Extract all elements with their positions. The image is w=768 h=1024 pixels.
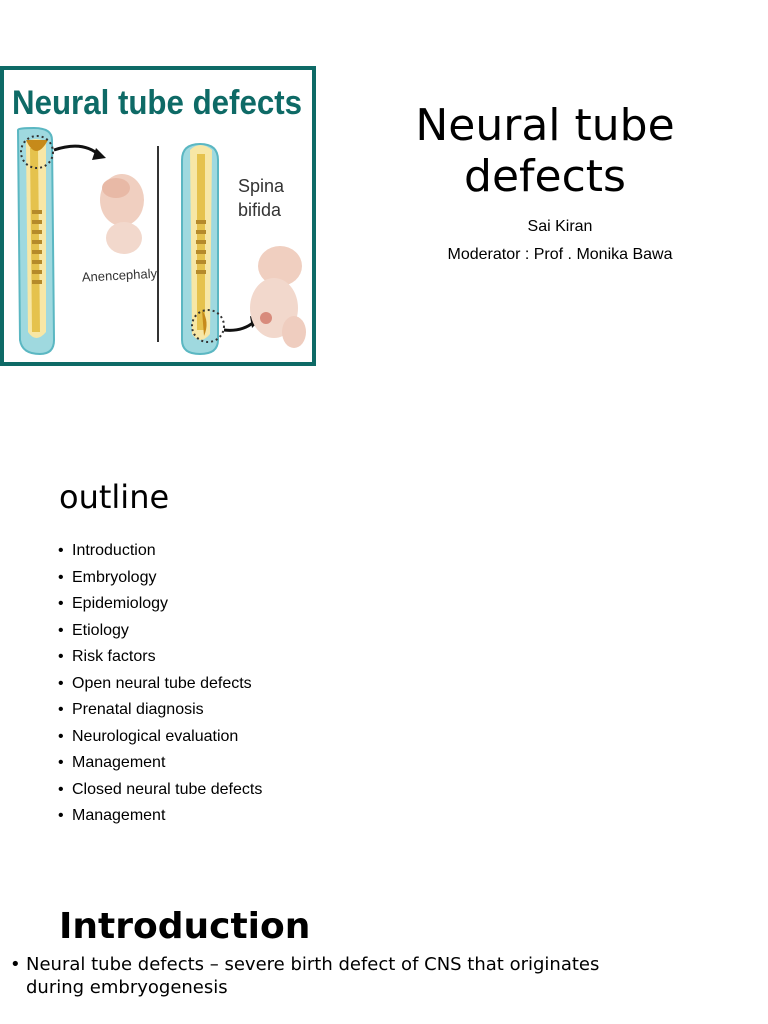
list-item-label: Management (72, 807, 166, 824)
neural-tube-defects-illustration (0, 66, 316, 366)
bullet-icon: • (58, 674, 64, 692)
bullet-icon: • (58, 595, 64, 612)
list-item-label: Prenatal diagnosis (72, 701, 204, 718)
list-item (58, 648, 262, 675)
list-item (58, 728, 262, 755)
anencephaly-neural-tube (18, 128, 106, 354)
title-slide (0, 0, 768, 400)
list-item (58, 569, 262, 596)
spina-label-line2: bifida (238, 200, 282, 220)
list-item-label: Open neural tube defects (72, 674, 252, 692)
list-item-label: Neurological evaluation (72, 727, 239, 745)
list-item (58, 595, 262, 622)
list-item (10, 953, 650, 999)
list-item-label: Neural tube defects – severe birth defect of CNS that originates during embryogenesis (26, 954, 600, 998)
list-item (58, 622, 262, 649)
anencephaly-label: Anencephaly (81, 265, 158, 285)
bullet-icon: • (58, 754, 64, 771)
bullet-icon: • (58, 727, 64, 745)
list-item-label: Embryology (72, 568, 157, 586)
moderator-name: Moderator : Prof . Monika Bawa (447, 246, 673, 263)
list-item (58, 542, 262, 569)
list-item (58, 675, 262, 702)
presentation-title: Neural tube defects (415, 100, 675, 202)
list-item (58, 781, 262, 808)
bullet-icon: • (58, 780, 64, 798)
list-item-label: Management (72, 754, 166, 771)
outline-slide (0, 470, 768, 850)
list-item (58, 754, 262, 781)
list-item (58, 807, 262, 834)
bullet-icon: • (58, 621, 64, 639)
list-item-label: Closed neural tube defects (72, 780, 263, 798)
introduction-slide (0, 900, 768, 1024)
bullet-icon: • (58, 542, 64, 559)
introduction-list (10, 953, 650, 999)
bullet-icon: • (58, 807, 64, 824)
list-item-label: Epidemiology (72, 595, 169, 612)
list-item-label: Risk factors (72, 648, 156, 665)
bullet-icon: • (58, 568, 64, 586)
outline-list (58, 542, 262, 834)
spina-bifida-baby-image (250, 246, 306, 348)
introduction-heading: Introduction (59, 906, 311, 947)
list-item-label: Introduction (72, 542, 156, 559)
outline-heading: outline (59, 478, 170, 516)
bullet-icon: • (58, 701, 64, 718)
image-heading: Neural tube defects (12, 84, 302, 122)
anencephaly-baby-image (100, 174, 144, 254)
author-name: Sai Kiran (527, 218, 593, 235)
bullet-icon: • (10, 954, 21, 975)
spina-label-line1: Spina (238, 176, 285, 196)
list-item (58, 701, 262, 728)
bullet-icon: • (58, 648, 64, 665)
list-item-label: Etiology (72, 621, 129, 639)
